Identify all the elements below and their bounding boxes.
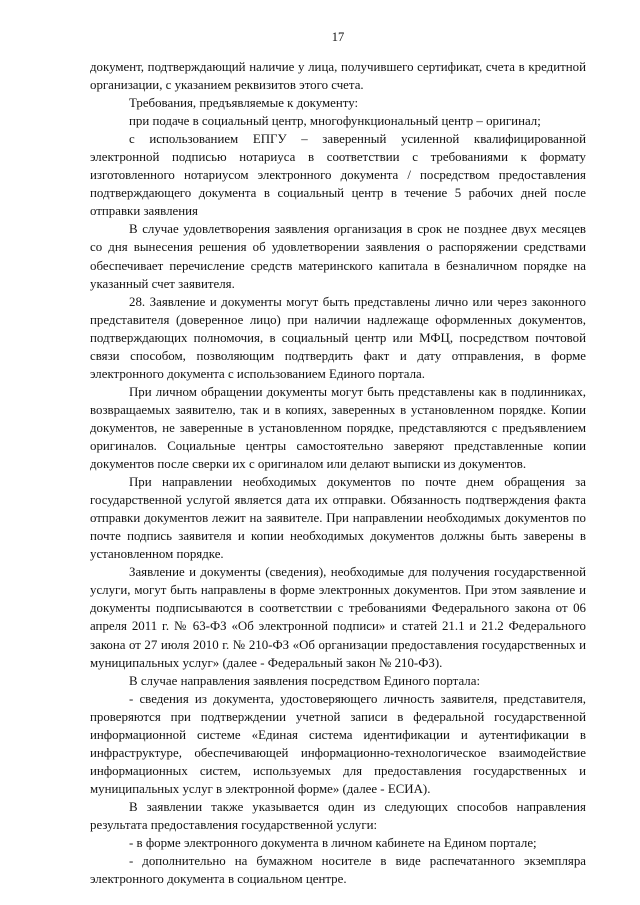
paragraph: Требования, предъявляемые к документу: [129, 96, 359, 111]
paragraph: документ, подтверждающий наличие у лица, получившего сертификат, счета в кредитной организации, с указанием реквизитов этого счета. [90, 60, 586, 93]
paragraph: - в форме электронного документа в личном кабинете на Едином портале; [129, 836, 537, 851]
paragraph: при подаче в социальный центр, многофункциональный центр – оригинал; [129, 114, 541, 129]
paragraph: - дополнительно на бумажном носителе в виде распечатанного экземпляра электронного документа в социальном центре. [90, 854, 586, 887]
paragraph: В заявлении также указывается один из следующих способов направления результата предоставления государственной услуги: [90, 799, 586, 832]
paragraph: 28. Заявление и документы могут быть представлены лично или через законного представителя (доверенное лицо) при наличии надлежаще оформленных документов, подтверждающих полномочия, в социальный центр или МФЦ, посредством почтовой связи способом, позволяющим подтвердить факт и дату отправления, в форме электронного документа с использованием Единого портала. [90, 294, 586, 381]
paragraph: - сведения из документа, удостоверяющего личность заявителя, представителя, проверяются при подтверждении учетной записи в федеральной государственной информационной системе «Единая система идентификации и аутентификации в инфраструктуре, обеспечивающей информационно-технологическое взаимодействие информационных систем, используемых для предоставления государственных и муниципальных услуг в электронной форме» (далее - ЕСИА). [90, 691, 586, 796]
paragraph: При личном обращении документы могут быть представлены как в подлинниках, возвращаемых заявителю, так и в копиях, заверенных в установленном порядке. Копии документов, не заверенные в установленном порядке, представляются с предъявлением оригиналов. Социальные центры самостоятельно заверяют представленные копии документов после сверки их с оригиналом или делают выписки из документов. [90, 384, 586, 472]
paragraph: с использованием ЕПГУ – заверенный усиленной квалифицированной электронной подписью нотариуса в соответствии с требованиями к формату изготовленного нотариусом электронного документа / посредством предоставления подтверждающего документа в социальный центр в течение 5 рабочих дней после отправки заявления [90, 132, 586, 219]
paragraph: При направлении необходимых документов по почте днем обращения за государственной услугой является дата их отправки. Обязанность подтверждения факта отправки документов лежит на заявителе. При направлении необходимых документов по почте подпись заявителя и копии необходимых документов должны быть заверены в установленном порядке. [90, 475, 586, 562]
paragraph: В случае направления заявления посредством Единого портала: [129, 673, 481, 688]
document-body [90, 58, 586, 888]
page-number: 17 [331, 30, 345, 44]
paragraph: Заявление и документы (сведения), необходимые для получения государственной услуги, могут быть направлены в форме электронных документов. При этом заявление и документы подписываются в соответствии с требованиями Федерального закона от 06 апреля 2011 г. № 63-ФЗ «Об электронной подписи» и статей 21.1 и 21.2 Федерального закона от 27 июля 2010 г. № 210-ФЗ «Об организации предоставления государственных и муниципальных услуг» (далее - Федеральный закон № 210-ФЗ). [90, 565, 586, 670]
paragraph: В случае удовлетворения заявления организация в срок не позднее двух месяцев со дня вынесения решения об удовлетворении заявления о распоряжении средствами обеспечивает перечисление средств материнского капитала в безналичном порядке на указанный счет заявителя. [90, 222, 586, 291]
